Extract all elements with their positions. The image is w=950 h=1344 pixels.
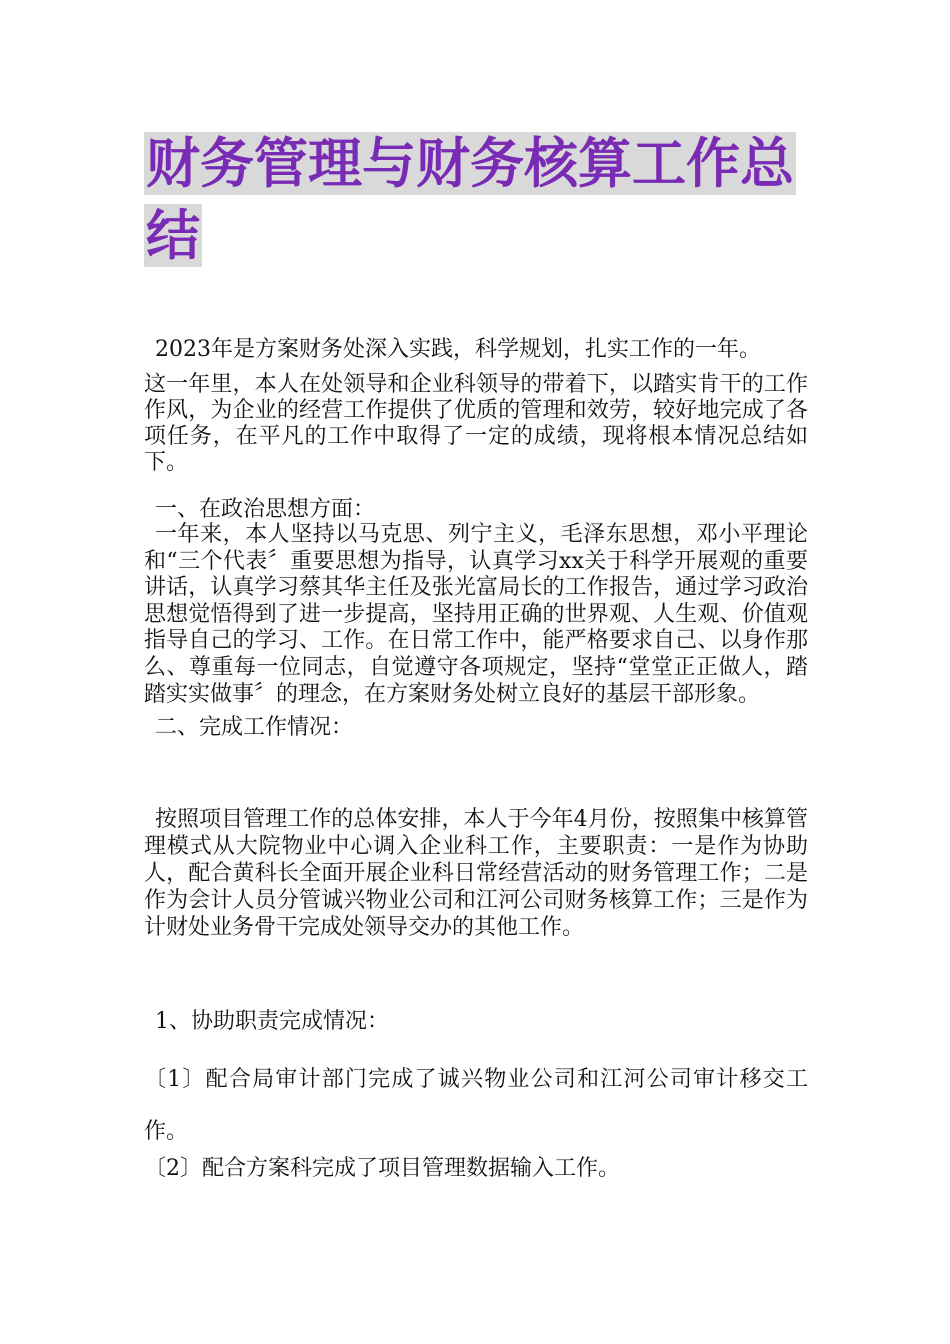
paragraph-intro-line: 2023年是方案财务处深入实践，科学规划，扎实工作的一年。 <box>155 337 761 362</box>
list-item-1: 〔1〕配合局审计部门完成了诚兴物业公司和江河公司审计移交工作。 <box>144 1067 808 1144</box>
list-item-2: 〔2〕配合方案科完成了项目管理数据输入工作。 <box>144 1156 620 1181</box>
section-heading-work: 二、完成工作情况： <box>155 715 354 740</box>
document-title <box>144 128 814 272</box>
section-heading-assist: 1、协助职责完成情况： <box>155 1009 389 1034</box>
paragraph-political: 一年来，本人坚持以马克思、列宁主义，毛泽东思想，邓小平理论和“三个代表〞重要思想为指导，认真学习xx关于科学开展观的重要讲话，认真学习蔡其华主任及张光富局长的工作报告，通过学习政治思想觉悟得到了进一步提高，坚持用正确的世界观、人生观、价值观指导自己的学习、工作。在日常工作中，能严格要求自己、以身作那么、尊重每一位同志，自觉遵守各项规定，坚持“堂堂正正做人，踏踏实实做事〞的理念，在方案财务处树立良好的基层干部形象。 <box>144 522 808 707</box>
paragraph-intro-body: 这一年里，本人在处领导和企业科领导的带着下，以踏实肯干的工作作风，为企业的经营工作提供了优质的管理和效劳，较好地完成了各项任务，在平凡的工作中取得了一定的成绩，现将根本情况总结如下。 <box>144 372 808 475</box>
title-highlight: 财务管理与财务核算工作总结 <box>146 132 794 267</box>
paragraph-work: 按照项目管理工作的总体安排，本人于今年4月份，按照集中核算管理模式从大院物业中心调入企业科工作，主要职责：一是作为协助人，配合黄科长全面开展企业科日常经营活动的财务管理工作；二是作为会计人员分管诚兴物业公司和江河公司财务核算工作；三是作为计财处业务骨干完成处领导交办的其他工作。 <box>144 807 808 940</box>
section-heading-political: 一、在政治思想方面： <box>155 497 376 522</box>
